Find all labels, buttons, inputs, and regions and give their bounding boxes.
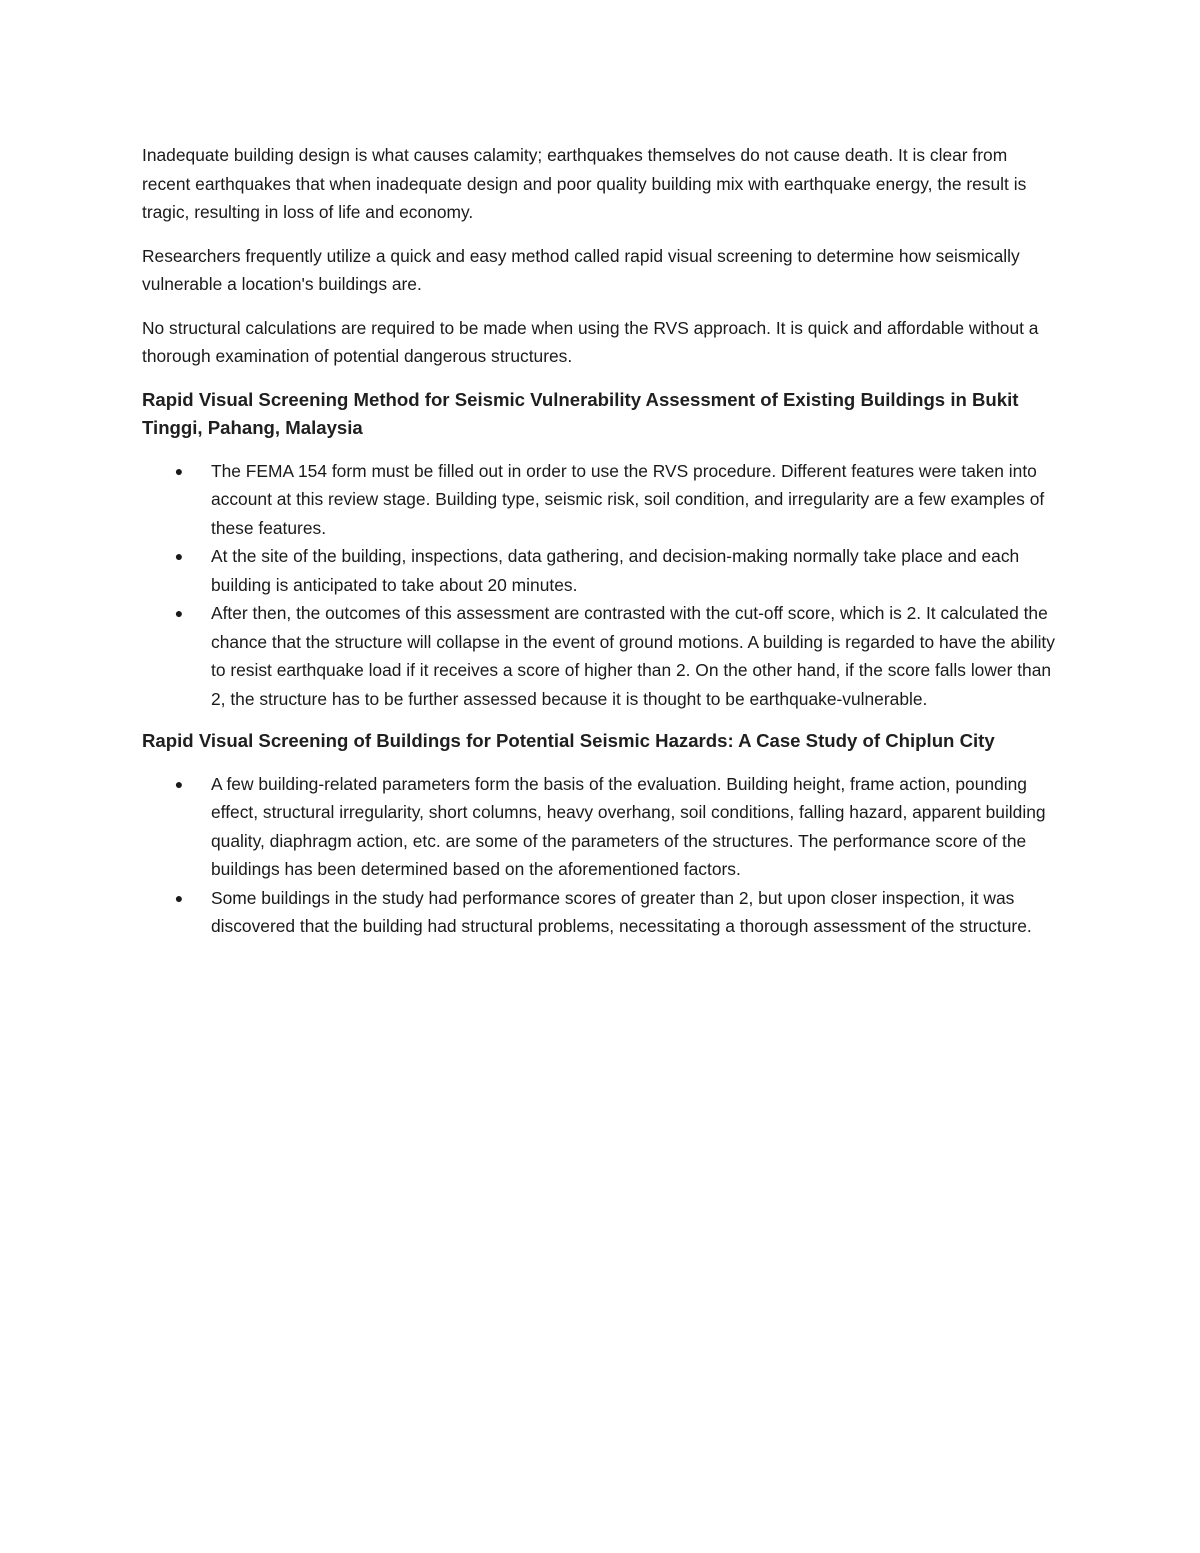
section-heading-chiplun: Rapid Visual Screening of Buildings for Potential Seismic Hazards: A Case Study of Chiplun City <box>142 730 995 751</box>
list-item <box>174 542 1060 599</box>
bullet-icon: ● <box>174 548 184 564</box>
bullet-icon: ● <box>174 889 184 906</box>
intro-paragraph-3: No structural calculations are required to be made when using the RVS approach. It is quick and affordable without a thorough examination of potential dangerous structures. <box>142 317 1039 366</box>
list-item-text: The FEMA 154 form must be filled out in order to use the RVS procedure. Different features were taken into account at this review stage. Building type, seismic risk, soil condition, and irregularity are a few examples of these features. <box>211 460 1045 538</box>
list-item <box>174 457 1060 543</box>
list-item-text: A few building-related parameters form the basis of the evaluation. Building height, frame action, pounding effect, structural irregularity, short columns, heavy overhang, soil conditions, falling hazard, apparent building quality, diaphragm action, etc. are some of the parameters of the structures. The performance score of the buildings has been determined based on the aforementioned factors. <box>211 773 1046 879</box>
bullet-icon: ● <box>174 462 184 479</box>
bullet-list-chiplun <box>142 770 1060 941</box>
bullet-icon: ● <box>174 605 184 621</box>
bullet-list-bukit-tinggi <box>142 457 1060 714</box>
document-body <box>142 141 1060 955</box>
list-item-text: Some buildings in the study had performance scores of greater than 2, but upon closer inspection, it was discovered that the building had structural problems, necessitating a thorough assessment of the structure. <box>211 887 1032 936</box>
list-item <box>174 884 1060 941</box>
bullet-icon: ● <box>174 775 184 792</box>
intro-paragraph-1: Inadequate building design is what causes calamity; earthquakes themselves do not cause death. It is clear from recent earthquakes that when inadequate design and poor quality building mix with earthquake energy, the result is tragic, resulting in loss of life and economy. <box>142 145 1027 222</box>
section-heading-bukit-tinggi: Rapid Visual Screening Method for Seismic Vulnerability Assessment of Existing Buildings in Bukit Tinggi, Pahang, Malaysia <box>142 388 1019 438</box>
list-item <box>174 599 1060 713</box>
list-item <box>174 770 1060 884</box>
list-item-text: At the site of the building, inspections, data gathering, and decision-making normally take place and each building is anticipated to take about 20 minutes. <box>211 546 1020 595</box>
list-item-text: After then, the outcomes of this assessment are contrasted with the cut-off score, which is 2. It calculated the chance that the structure will collapse in the event of ground motions. A building is regarded to have the ability to resist earthquake load if it receives a score of higher than 2. On the other hand, if the score falls lower than 2, the structure has to be further assessed because it is thought to be earthquake-vulnerable. <box>211 603 1055 709</box>
intro-paragraph-2: Researchers frequently utilize a quick and easy method called rapid visual screening to determine how seismically vulnerable a location's buildings are. <box>142 245 1020 294</box>
